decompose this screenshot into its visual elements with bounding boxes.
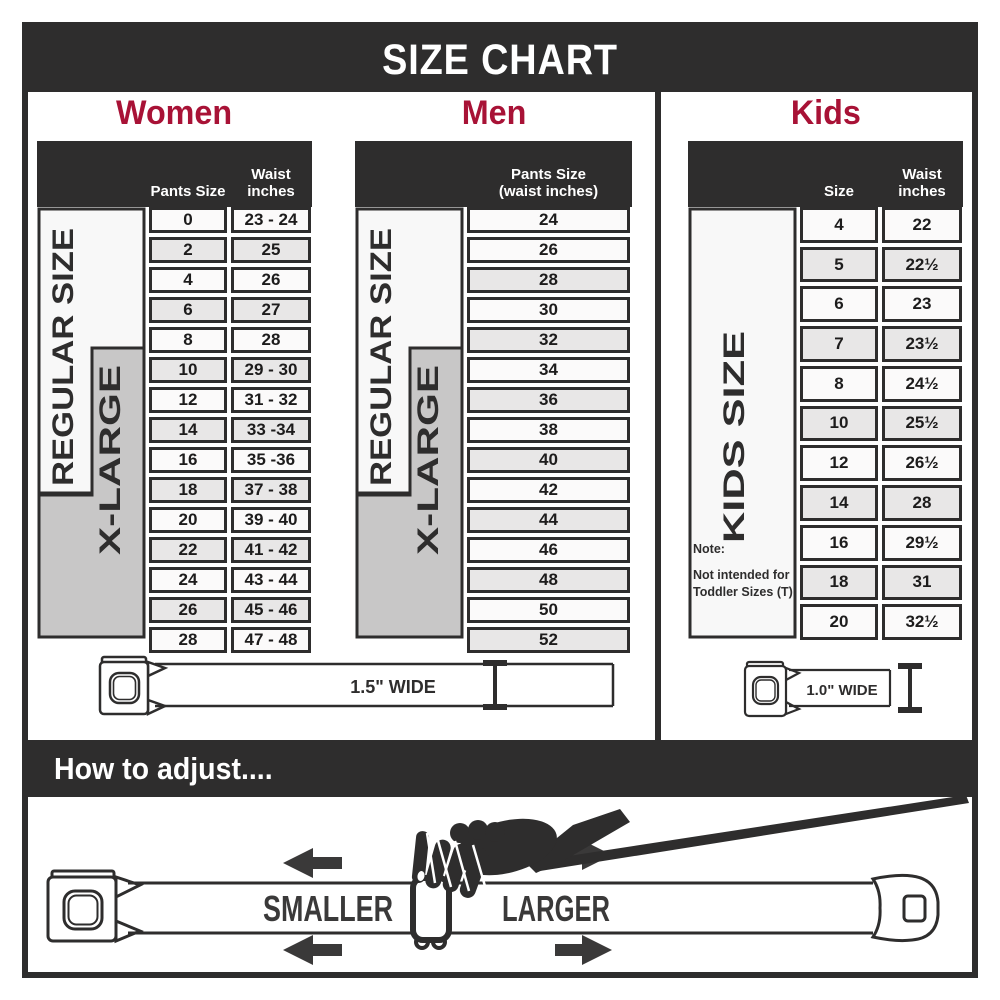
men-col-header: Pants Size (waist inches): [498, 165, 599, 201]
women-size-cell: 20: [149, 507, 227, 533]
kids-waist-cell: 32½: [882, 604, 962, 640]
men-size-cell: 44: [467, 507, 630, 533]
kids-section-divider: [655, 92, 661, 740]
kids-belt-illustration: [740, 654, 955, 734]
men-size-cell: 40: [467, 447, 630, 473]
kids-waist-cell: 24½: [882, 366, 962, 402]
women-size-cell: 2: [149, 237, 227, 263]
adjust-buckle-icon: [48, 871, 140, 941]
men-size-cell: 42: [467, 477, 630, 503]
kids-waist-cell: 31: [882, 565, 962, 601]
kids-waist-cell: 23: [882, 286, 962, 322]
women-waist-cell: 23 - 24: [231, 207, 311, 233]
kids-size-cell: 7: [800, 326, 878, 362]
adjust-belt-strap: [128, 883, 873, 933]
men-table-header: [355, 141, 632, 207]
women-size-cell: 24: [149, 567, 227, 593]
men-size-cell: 50: [467, 597, 630, 623]
women-size-cell: 6: [149, 297, 227, 323]
chart-main: [28, 92, 972, 740]
kids-waist-cell: 23½: [882, 326, 962, 362]
men-size-cell: 52: [467, 627, 630, 653]
women-waist-cell: 47 - 48: [231, 627, 311, 653]
belt-slider-icon: [413, 878, 449, 948]
adult-width-measure-icon: [483, 663, 507, 707]
adjust-belt-graphic: [28, 797, 972, 972]
kids-size-cell: 6: [800, 286, 878, 322]
men-size-cell: 28: [467, 267, 630, 293]
page-title: SIZE CHART: [382, 35, 618, 84]
women-size-cell: 22: [149, 537, 227, 563]
kids-size-vertical-label: KIDS SIZE: [718, 396, 751, 543]
women-waist-cell: 31 - 32: [231, 387, 311, 413]
kids-size-cell: 8: [800, 366, 878, 402]
belt-tip-icon: [873, 875, 938, 940]
men-xlarge-label: X-LARGE: [412, 420, 445, 555]
larger-label: LARGER: [502, 888, 610, 929]
adult-belt-width-label: 1.5" WIDE: [350, 677, 436, 697]
women-regular-size-label: REGULAR SIZE: [47, 262, 80, 486]
women-size-cell: 18: [149, 477, 227, 503]
men-size-cell: 38: [467, 417, 630, 443]
men-section-label: Men: [461, 94, 526, 132]
women-col-header-size: Pants Size: [150, 183, 226, 201]
kids-width-measure-icon: [898, 666, 922, 710]
women-waist-cell: 26: [231, 267, 311, 293]
smaller-label: SMALLER: [263, 888, 393, 929]
adjust-heading-band: [28, 740, 972, 797]
kids-waist-cell: 28: [882, 485, 962, 521]
kids-col-header-size: Size: [823, 183, 854, 201]
men-size-cell: 26: [467, 237, 630, 263]
women-waist-cell: 33 -34: [231, 417, 311, 443]
kids-size-cell: 4: [800, 207, 878, 243]
men-size-cell: 24: [467, 207, 630, 233]
women-waist-cell: 35 -36: [231, 447, 311, 473]
women-waist-cell: 27: [231, 297, 311, 323]
kids-waist-column: [882, 207, 962, 640]
kids-col-header-waist: Waist inches: [898, 165, 946, 201]
women-size-cell: 10: [149, 357, 227, 383]
men-fit-range-graphic: [355, 207, 465, 640]
kids-section-label: Kids: [790, 94, 861, 132]
women-waist-cell: 29 - 30: [231, 357, 311, 383]
title-band: [28, 28, 972, 92]
men-size-cell: 46: [467, 537, 630, 563]
kids-note-title: Note:: [693, 542, 725, 556]
women-waist-cell: 39 - 40: [231, 507, 311, 533]
kids-size-cell: 18: [800, 565, 878, 601]
arrow-right-bottom-icon: [555, 935, 612, 965]
women-waist-cell: 25: [231, 237, 311, 263]
kids-size-table: [688, 141, 963, 640]
women-waist-cell: 37 - 38: [231, 477, 311, 503]
women-waist-cell: 28: [231, 327, 311, 353]
men-size-cell: 48: [467, 567, 630, 593]
men-size-cell: 36: [467, 387, 630, 413]
women-size-cell: 26: [149, 597, 227, 623]
kids-waist-cell: 29½: [882, 525, 962, 561]
kids-size-cell: 12: [800, 445, 878, 481]
women-section-label: Women: [116, 94, 233, 132]
men-regular-size-label: REGULAR SIZE: [365, 262, 398, 486]
women-size-cell: 28: [149, 627, 227, 653]
women-waist-column: [231, 207, 311, 649]
men-size-column: [467, 207, 630, 649]
kids-size-cell: 5: [800, 247, 878, 283]
kids-size-cell: 10: [800, 406, 878, 442]
kids-waist-cell: 22: [882, 207, 962, 243]
kids-size-cell: 16: [800, 525, 878, 561]
adult-belt-illustration: [93, 652, 653, 737]
women-size-cell: 4: [149, 267, 227, 293]
chart-frame: [22, 22, 978, 978]
kids-waist-cell: 26½: [882, 445, 962, 481]
women-table-header: [37, 141, 312, 207]
women-col-header-waist: Waist inches: [247, 165, 295, 201]
women-size-cell: 14: [149, 417, 227, 443]
men-size-table: [355, 141, 632, 649]
kids-waist-cell: 25½: [882, 406, 962, 442]
kids-size-cell: 14: [800, 485, 878, 521]
kids-table-header: [688, 141, 963, 207]
women-size-column: [149, 207, 227, 649]
women-size-cell: 0: [149, 207, 227, 233]
women-xlarge-label: X-LARGE: [94, 420, 127, 555]
arrow-left-bottom-icon: [283, 935, 342, 965]
men-size-cell: 30: [467, 297, 630, 323]
women-fit-range-graphic: [37, 207, 147, 640]
kids-belt-width-label: 1.0" WIDE: [806, 682, 878, 699]
women-size-cell: 8: [149, 327, 227, 353]
arrow-left-top-icon: [283, 848, 342, 878]
adjust-heading: How to adjust....: [54, 750, 273, 786]
kids-size-column: [800, 207, 878, 640]
women-waist-cell: 45 - 46: [231, 597, 311, 623]
kids-waist-cell: 22½: [882, 247, 962, 283]
women-size-table: [37, 141, 312, 649]
adjust-illustration: [28, 797, 972, 972]
women-waist-cell: 41 - 42: [231, 537, 311, 563]
men-size-cell: 32: [467, 327, 630, 353]
women-waist-cell: 43 - 44: [231, 567, 311, 593]
kids-size-cell: 20: [800, 604, 878, 640]
kids-note: Note: Not intended for Toddler Sizes (T): [693, 541, 797, 600]
women-size-cell: 12: [149, 387, 227, 413]
men-size-cell: 34: [467, 357, 630, 383]
women-size-cell: 16: [149, 447, 227, 473]
